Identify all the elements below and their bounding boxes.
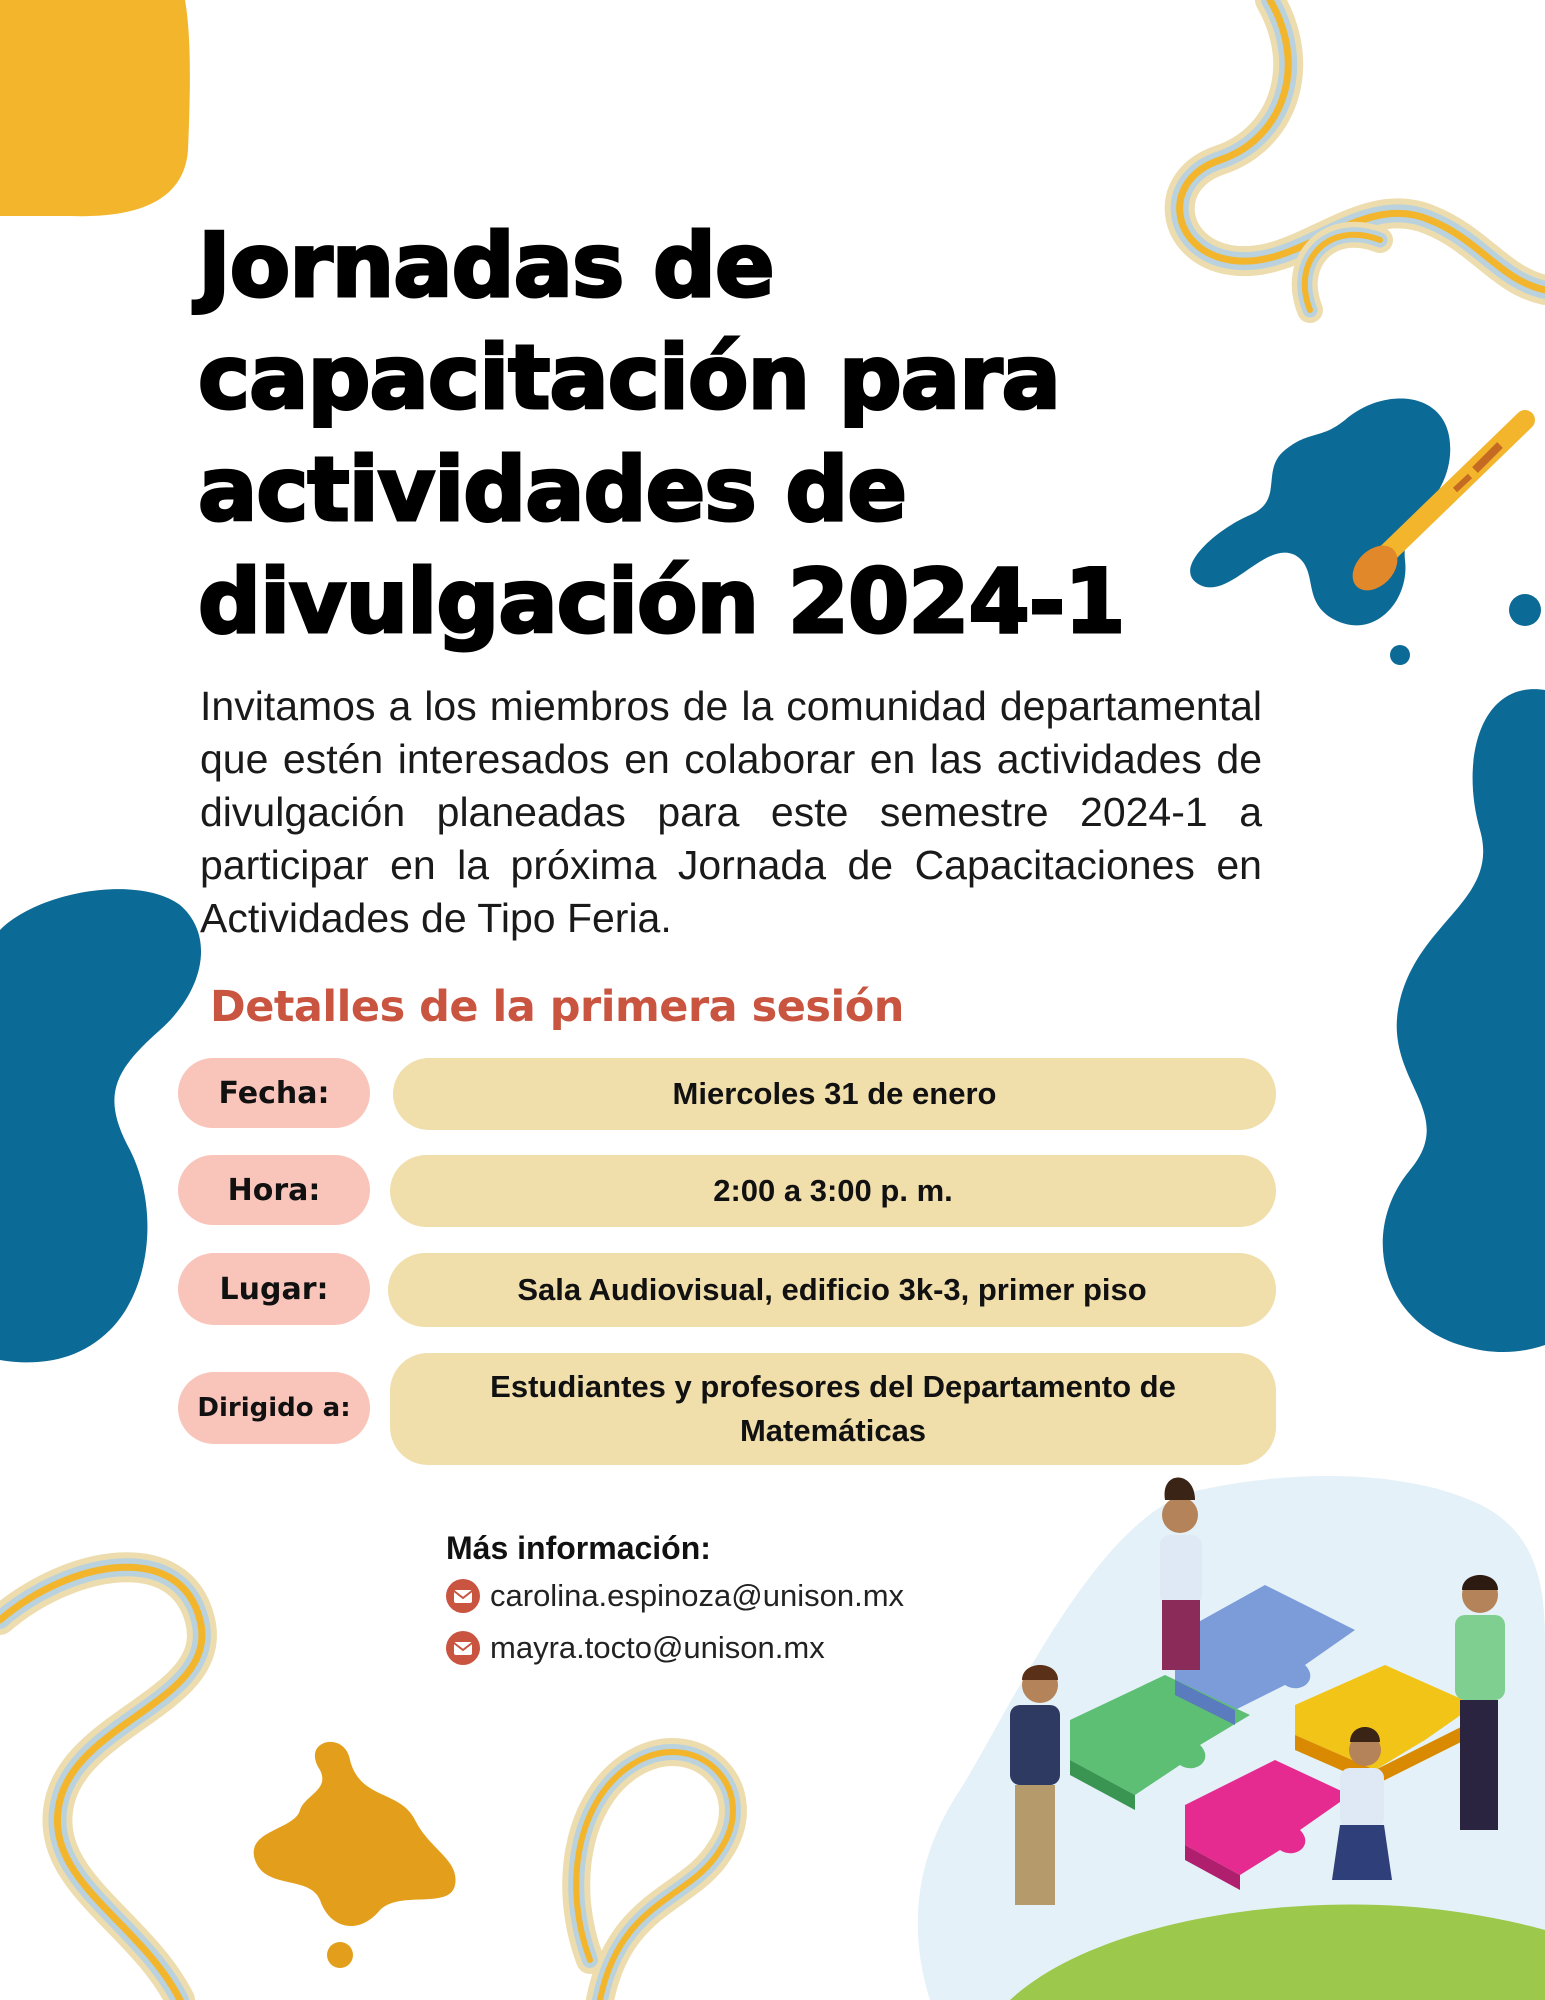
place-value: Sala Audiovisual, edificio 3k-3, primer piso <box>388 1253 1276 1327</box>
time-value: 2:00 a 3:00 p. m. <box>390 1155 1276 1227</box>
date-value: Miercoles 31 de enero <box>393 1058 1276 1130</box>
mail-icon <box>446 1631 480 1665</box>
flyer-title: Jornadas de capacitación para actividades de divulgación 2024-1 <box>198 214 1125 653</box>
top-right-swirl <box>1180 0 1545 310</box>
person-woman-top <box>1160 1478 1202 1671</box>
email-link[interactable]: carolina.espinoza@unison.mx <box>490 1578 905 1613</box>
details-heading: Detalles de la primera sesión <box>210 982 904 1032</box>
place-label: Lugar: <box>178 1253 370 1325</box>
intro-paragraph: Invitamos a los miembros de la comunidad departamental que estén interesados en colaborar en las actividades de divulgación planeadas para este semestre 2024-1 a participar en la próxima Jornada de Capacitaciones en Actividades de Tipo Feria. <box>200 683 1262 941</box>
more-info-heading: Más información: <box>446 1530 711 1566</box>
right-blue-blob <box>1383 689 1545 1352</box>
time-label: Hora: <box>178 1155 370 1225</box>
yellow-corner-blob <box>0 0 190 216</box>
email-row-mayra[interactable] <box>446 1630 825 1666</box>
email-link[interactable]: mayra.tocto@unison.mx <box>490 1630 825 1665</box>
email-row-carolina[interactable] <box>446 1578 904 1614</box>
left-blue-blob <box>0 889 201 1362</box>
audience-value: Estudiantes y profesores del Departamento de Matemáticas <box>390 1353 1276 1465</box>
date-label: Fecha: <box>178 1058 370 1128</box>
orange-paint-splash <box>254 1742 456 1968</box>
mail-icon <box>446 1579 480 1613</box>
blue-paint-splash <box>1190 398 1541 665</box>
audience-label: Dirigido a: <box>178 1372 370 1444</box>
